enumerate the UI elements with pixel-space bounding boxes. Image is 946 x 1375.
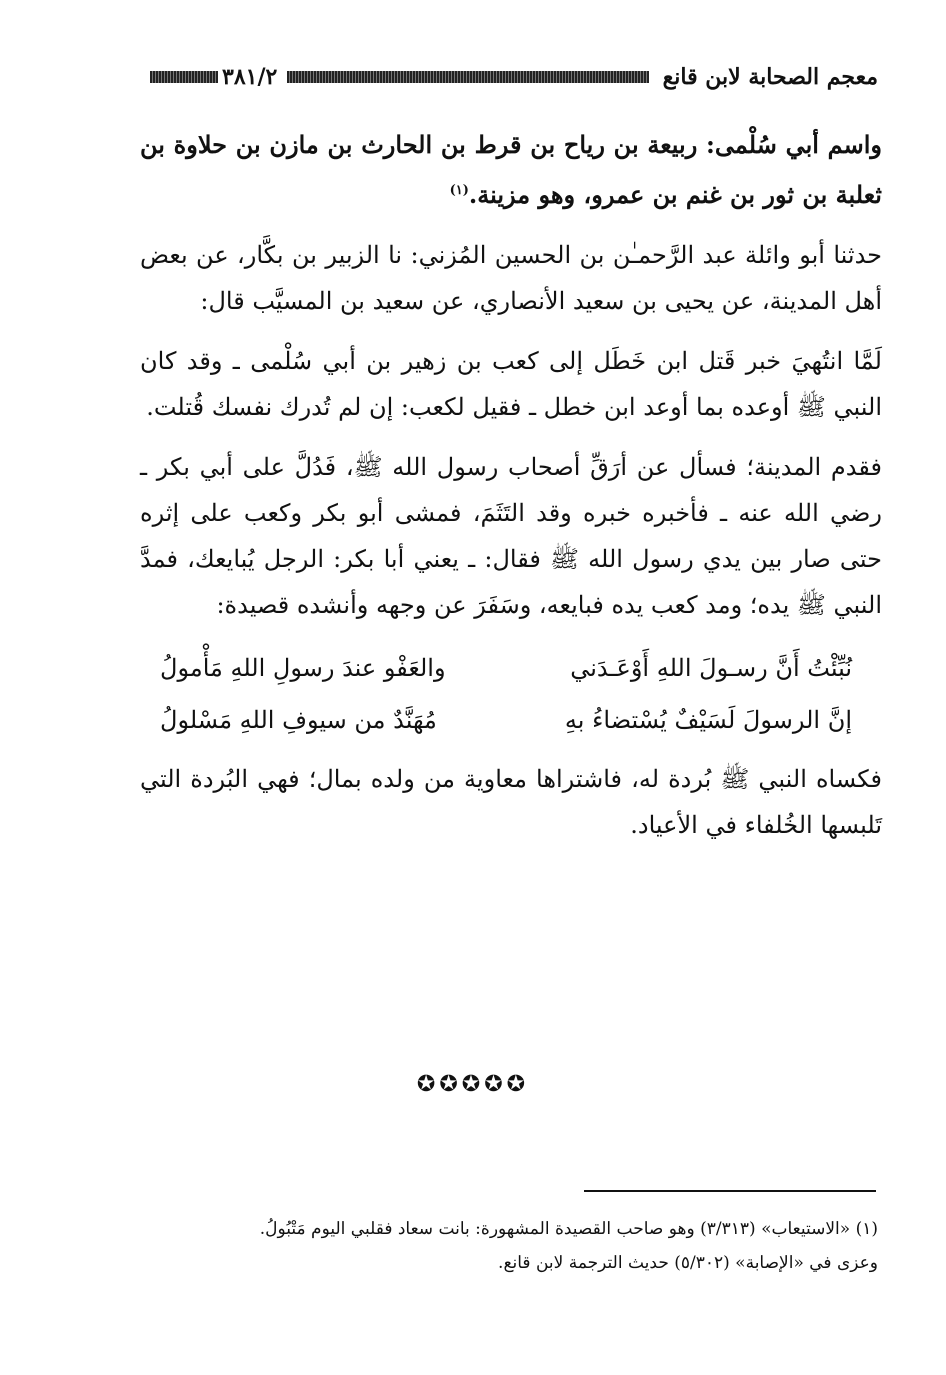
verse-first-hemistich: نُبِّئْتُ أَنَّ رسـولَ اللهِ أَوْعَـدَني — [570, 654, 852, 682]
paragraph-isnad: حدثنا أبو وائلة عبد الرَّحمـٰن بن الحسين المُزني: نا الزبير بن بكَّار، عن بعض أهل المدينة، عن يحيى بن سعيد الأنصاري، عن سعيد بن المسيَّب قال: — [140, 241, 882, 315]
poem — [140, 642, 882, 746]
running-header — [150, 62, 878, 92]
paragraph-news: لَمَّا انتُهيَ خبر قَتل ابن خَطَل إلى كعب بن زهير بن أبي سُلْمى ـ وقد كان النبي ﷺ أوعده بما أوعد ابن خطل ـ فقيل لكعب: إن لم تُدرك نفسك قُتلت. — [140, 347, 882, 421]
section-separator: ✪✪✪✪✪ — [416, 1072, 530, 1097]
footnote-1: (١) «الاستيعاب» (٣/٣١٣) وهو صاحب القصيدة المشهورة: بانت سعاد فقلبي اليوم مَتْبُولُ. — [259, 1219, 878, 1239]
book-title: معجم الصحابة لابن قانع — [662, 64, 878, 90]
header-rule — [287, 71, 648, 83]
header-rule-end — [150, 71, 218, 83]
footnote-ref: (١) — [449, 183, 469, 198]
footnote-1-continued: وعزى في «الإصابة» (٥/٣٠٢) حديث الترجمة لابن قانع. — [498, 1253, 878, 1273]
paragraph-lineage: واسم أبي سُلْمى: ربيعة بن رياح بن قرط بن الحارث بن مازن بن حلاوة بن ثعلبة بن ثور بن غنم بن عمرو، وهو مزينة.$^{(١)}$ — [140, 130, 882, 209]
paragraph-closing: فكساه النبي ﷺ بُردة له، فاشتراها معاوية من ولده بمال؛ فهي البُردة التي تَلبسها الخُلفاء في الأعياد. — [140, 765, 882, 839]
verse-first-hemistich: إنَّ الرسولَ لَسَيْفٌ يُسْتضاءُ بهِ — [564, 706, 852, 734]
verse-second-hemistich: مُهَنَّدٌ من سيوفِ اللهِ مَسْلولُ — [160, 706, 437, 734]
footnote-rule — [584, 1190, 876, 1192]
footnotes — [150, 1212, 878, 1280]
main-text — [140, 122, 882, 862]
poem-verse — [140, 642, 882, 694]
page-number: ٣٨١/٢ — [222, 64, 278, 90]
verse-second-hemistich: والعَفْو عندَ رسولِ اللهِ مَأْمولُ — [160, 654, 446, 682]
poem-verse — [140, 694, 882, 746]
paragraph-arrival: فقدم المدينة؛ فسأل عن أرَقِّ أصحاب رسول الله ﷺ، فَدُلَّ على أبي بكر ـ رضي الله عنه ـ فأخبره خبره وقد التَثَمَ، فمشى أبو بكر وكعب على إثره حتى صار بين يدي رسول الله ﷺ فقال: ـ يعني أبا بكر: الرجل يُبايعك، فمدَّ النبي ﷺ يده؛ ومد كعب يده فبايعه، وسَفَرَ عن وجهه وأنشده قصيدة: — [140, 453, 882, 619]
